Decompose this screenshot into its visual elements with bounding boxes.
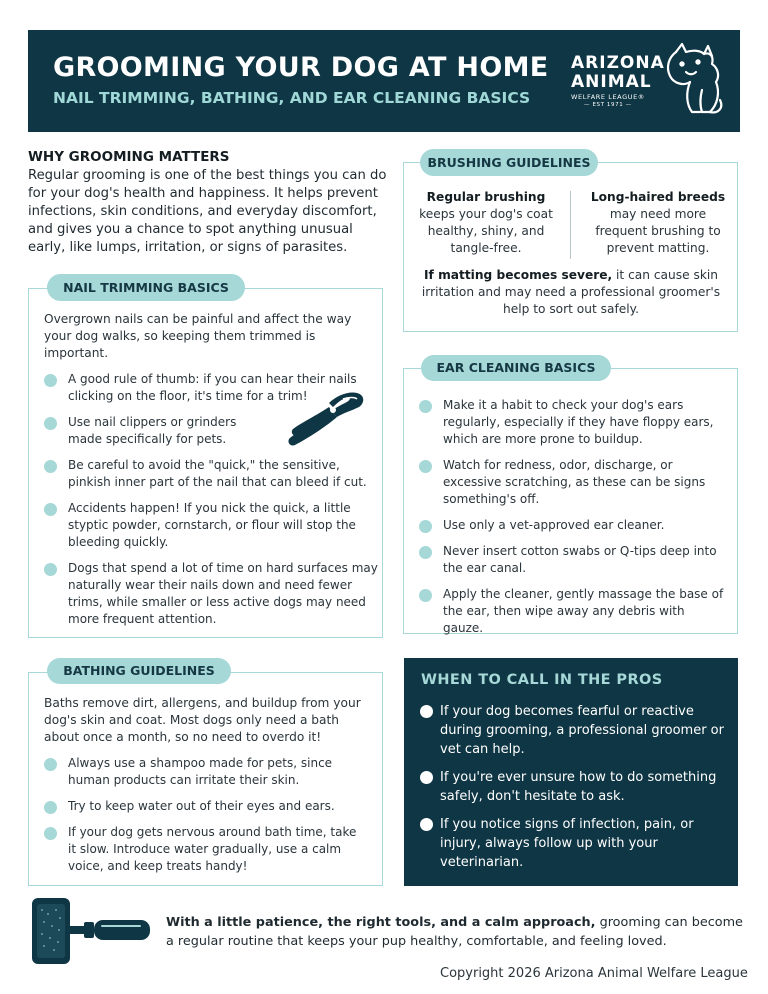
list-item: Dogs that spend a lot of time on hard surfaces may naturally wear their nails down and need fewer trims, while smaller or less active dogs may need more frequent attention. [44, 560, 378, 628]
list-item: If you notice signs of infection, pain, or injury, always follow up with your veterinarian. [420, 815, 725, 872]
bullet-icon [420, 818, 433, 831]
why-paragraph: Regular grooming is one of the best things you can do for your dog's health and happiness. It helps prevent infections, skin conditions, and everyday discomfort, and gives you a chance to spot anything unusual early, like lumps, irritation, or signs of parasites. [28, 168, 387, 255]
list-item: Make it a habit to check your dog's ears regularly, especially if they have floppy ears, which are more prone to buildup. [419, 397, 724, 448]
list-item: Accidents happen! If you nick the quick, a little styptic powder, cornstarch, or flour will stop the bleeding quickly. [44, 500, 368, 551]
list-item: Watch for redness, odor, discharge, or excessive scratching, as these can be signs something's off. [419, 457, 724, 508]
bathing-list [44, 755, 364, 875]
list-item: Apply the cleaner, gently massage the base of the ear, then wipe away any debris with gauze. [419, 586, 724, 637]
bullet-icon [44, 563, 57, 576]
pros-section [404, 658, 738, 886]
grooming-brush-icon [28, 896, 156, 968]
bullet-icon [44, 374, 57, 387]
bullet-icon [44, 758, 57, 771]
logo-line-2: ANIMAL [571, 72, 652, 92]
list-item: If your dog gets nervous around bath time, take it slow. Introduce water gradually, use a calm voice, and keep treats handy! [44, 824, 364, 875]
bullet-icon [44, 801, 57, 814]
brushing-left-bold: Regular brushing [426, 190, 546, 204]
bullet-icon [419, 400, 432, 413]
list-item: Never insert cotton swabs or Q-tips deep into the ear canal. [419, 543, 724, 577]
ears-section [403, 368, 738, 634]
list-item: Try to keep water out of their eyes and ears. [44, 798, 364, 815]
brushing-right-bold: Long-haired breeds [590, 190, 726, 204]
bullet-icon [419, 546, 432, 559]
logo-est: — EST 1971 — [584, 102, 632, 108]
logo-wordmark [571, 54, 665, 92]
brushing-bottom-bold: If matting becomes severe, [424, 268, 613, 282]
brushing-left-text: keeps your dog's coat healthy, shiny, and tangle-free. [419, 207, 553, 255]
why-heading: WHY GROOMING MATTERS [28, 149, 230, 165]
header-banner [28, 30, 740, 132]
list-item: Always use a shampoo made for pets, since human products can irritate their skin. [44, 755, 364, 789]
brushing-right-text: may need more frequent brushing to prevent matting. [595, 207, 721, 255]
pros-list [420, 702, 725, 872]
closing-text: grooming can become a regular routine that keeps your pup healthy, comfortable, and feeling loved. [166, 915, 743, 949]
brushing-divider [570, 191, 571, 259]
logo-line-3: WELFARE LEAGUE® [571, 93, 645, 101]
bullet-icon [44, 460, 57, 473]
bathing-intro: Baths remove dirt, allergens, and buildup from your dog's skin and coat. Most dogs only need a bath about once a month, so no need to overdo it! [44, 696, 361, 744]
list-item: If your dog becomes fearful or reactive during grooming, a professional groomer or vet can help. [420, 702, 725, 759]
list-item: Use only a vet-approved ear cleaner. [419, 517, 724, 534]
ears-pill: EAR CLEANING BASICS [421, 355, 611, 381]
brushing-bottom-note [416, 267, 726, 318]
bullet-icon [44, 503, 57, 516]
list-item: If you're ever unsure how to do something safely, don't hesitate to ask. [420, 768, 725, 806]
list-item: Be careful to avoid the "quick," the sensitive, pinkish inner part of the nail that can bleed if cut. [44, 457, 368, 491]
brushing-pill: BRUSHING GUIDELINES [420, 149, 598, 176]
pros-heading: WHEN TO CALL IN THE PROS [421, 672, 663, 688]
list-item: A good rule of thumb: if you can hear their nails clicking on the floor, it's time for a trim! [44, 371, 358, 405]
nails-pill: NAIL TRIMMING BASICS [47, 274, 245, 301]
bullet-icon [44, 417, 57, 430]
bullet-icon [419, 520, 432, 533]
dog-cat-logo-icon [656, 42, 726, 120]
copyright-notice: Copyright 2026 Arizona Animal Welfare League [440, 966, 748, 981]
brushing-col-left [418, 189, 554, 257]
bullet-icon [419, 460, 432, 473]
page-title: GROOMING YOUR DOG AT HOME [53, 52, 549, 83]
nail-clipper-icon [285, 389, 367, 447]
logo-line-1: ARIZONA [571, 53, 665, 73]
bullet-icon [420, 771, 433, 784]
page-subtitle: NAIL TRIMMING, BATHING, AND EAR CLEANING BASICS [53, 89, 531, 107]
ears-list [419, 397, 724, 637]
bathing-section [28, 672, 383, 886]
list-item: Use nail clippers or grinders made specifically for pets. [44, 414, 268, 448]
brushing-col-right [590, 189, 726, 257]
nails-section [28, 288, 383, 638]
bullet-icon [419, 589, 432, 602]
brushing-bottom-text: it can cause skin irritation and may need a professional groomer's help to sort out safely. [421, 268, 721, 316]
bullet-icon [44, 827, 57, 840]
bullet-icon [420, 705, 433, 718]
closing-message [166, 913, 746, 951]
closing-bold: With a little patience, the right tools, and a calm approach, [166, 915, 596, 930]
brushing-section [403, 162, 738, 332]
bathing-pill: BATHING GUIDELINES [47, 658, 231, 684]
nails-intro: Overgrown nails can be painful and affect the way your dog walks, so keeping them trimmed is important. [44, 312, 352, 360]
